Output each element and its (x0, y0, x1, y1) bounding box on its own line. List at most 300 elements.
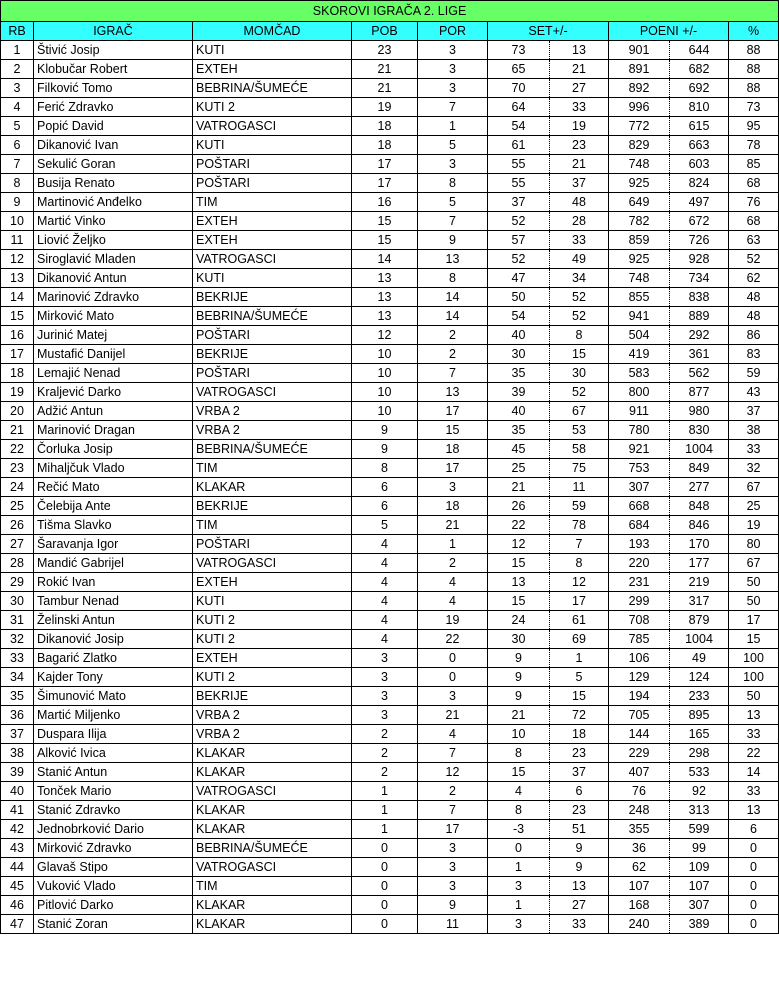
cell-team: KLAKAR (193, 915, 352, 934)
cell-wins: 3 (352, 649, 418, 668)
cell-team: KLAKAR (193, 801, 352, 820)
cell-points-won: 782 (609, 212, 670, 231)
cell-rb: 32 (1, 630, 34, 649)
cell-points-lost: 170 (670, 535, 729, 554)
cell-points-lost: 92 (670, 782, 729, 801)
cell-team: VRBA 2 (193, 706, 352, 725)
cell-rb: 17 (1, 345, 34, 364)
cell-sets-won: 40 (488, 402, 550, 421)
cell-percentage: 95 (729, 117, 779, 136)
cell-points-lost: 99 (670, 839, 729, 858)
cell-wins: 10 (352, 402, 418, 421)
cell-sets-lost: 23 (550, 801, 609, 820)
cell-player-name: Mustafić Danijel (34, 345, 193, 364)
cell-sets-lost: 49 (550, 250, 609, 269)
cell-points-won: 748 (609, 269, 670, 288)
cell-losses: 18 (418, 497, 488, 516)
cell-rb: 45 (1, 877, 34, 896)
cell-percentage: 38 (729, 421, 779, 440)
cell-percentage: 0 (729, 877, 779, 896)
cell-percentage: 86 (729, 326, 779, 345)
cell-wins: 3 (352, 668, 418, 687)
cell-rb: 29 (1, 573, 34, 592)
cell-wins: 15 (352, 231, 418, 250)
cell-team: KUTI (193, 269, 352, 288)
cell-points-won: 785 (609, 630, 670, 649)
cell-sets-won: 45 (488, 440, 550, 459)
cell-sets-won: 35 (488, 364, 550, 383)
cell-percentage: 59 (729, 364, 779, 383)
cell-losses: 0 (418, 649, 488, 668)
cell-sets-lost: 8 (550, 554, 609, 573)
cell-player-name: Jednobrković Dario (34, 820, 193, 839)
cell-percentage: 73 (729, 98, 779, 117)
cell-losses: 12 (418, 763, 488, 782)
cell-team: TIM (193, 877, 352, 896)
table-row (1, 307, 779, 326)
cell-sets-lost: 13 (550, 877, 609, 896)
cell-sets-lost: 61 (550, 611, 609, 630)
header-pob: POB (352, 22, 418, 41)
cell-losses: 17 (418, 402, 488, 421)
cell-sets-won: 8 (488, 744, 550, 763)
cell-sets-won: 73 (488, 41, 550, 60)
cell-team: BEKRIJE (193, 288, 352, 307)
cell-points-lost: 726 (670, 231, 729, 250)
cell-team: VATROGASCI (193, 383, 352, 402)
cell-player-name: Martić Miljenko (34, 706, 193, 725)
cell-team: VATROGASCI (193, 782, 352, 801)
table-title: SKOROVI IGRAČA 2. LIGE (1, 1, 779, 22)
cell-sets-won: 30 (488, 345, 550, 364)
cell-sets-won: 3 (488, 877, 550, 896)
cell-points-won: 144 (609, 725, 670, 744)
cell-points-won: 829 (609, 136, 670, 155)
cell-team: TIM (193, 193, 352, 212)
cell-sets-won: 26 (488, 497, 550, 516)
cell-sets-lost: 11 (550, 478, 609, 497)
cell-rb: 13 (1, 269, 34, 288)
cell-losses: 13 (418, 250, 488, 269)
cell-rb: 34 (1, 668, 34, 687)
cell-wins: 14 (352, 250, 418, 269)
cell-points-lost: 533 (670, 763, 729, 782)
cell-player-name: Kajder Tony (34, 668, 193, 687)
cell-rb: 37 (1, 725, 34, 744)
cell-percentage: 6 (729, 820, 779, 839)
cell-sets-lost: 7 (550, 535, 609, 554)
cell-percentage: 83 (729, 345, 779, 364)
cell-rb: 39 (1, 763, 34, 782)
cell-points-won: 668 (609, 497, 670, 516)
cell-rb: 40 (1, 782, 34, 801)
cell-points-lost: 307 (670, 896, 729, 915)
table-row (1, 725, 779, 744)
cell-sets-lost: 34 (550, 269, 609, 288)
cell-percentage: 68 (729, 174, 779, 193)
cell-player-name: Lemajić Nenad (34, 364, 193, 383)
cell-points-lost: 49 (670, 649, 729, 668)
cell-percentage: 67 (729, 554, 779, 573)
cell-rb: 8 (1, 174, 34, 193)
cell-wins: 4 (352, 573, 418, 592)
cell-sets-won: 21 (488, 706, 550, 725)
cell-rb: 6 (1, 136, 34, 155)
cell-wins: 23 (352, 41, 418, 60)
cell-points-won: 583 (609, 364, 670, 383)
header-pct: % (729, 22, 779, 41)
cell-player-name: Ferić Zdravko (34, 98, 193, 117)
cell-sets-won: 24 (488, 611, 550, 630)
cell-points-lost: 109 (670, 858, 729, 877)
cell-rb: 12 (1, 250, 34, 269)
cell-rb: 42 (1, 820, 34, 839)
cell-sets-won: 9 (488, 687, 550, 706)
cell-team: KLAKAR (193, 820, 352, 839)
cell-points-won: 892 (609, 79, 670, 98)
table-row (1, 649, 779, 668)
cell-points-lost: 895 (670, 706, 729, 725)
cell-sets-won: 40 (488, 326, 550, 345)
cell-wins: 3 (352, 706, 418, 725)
cell-sets-lost: 8 (550, 326, 609, 345)
cell-sets-won: 15 (488, 554, 550, 573)
cell-sets-lost: 28 (550, 212, 609, 231)
cell-rb: 19 (1, 383, 34, 402)
cell-rb: 27 (1, 535, 34, 554)
cell-player-name: Kraljević Darko (34, 383, 193, 402)
cell-losses: 2 (418, 554, 488, 573)
cell-points-lost: 734 (670, 269, 729, 288)
cell-losses: 14 (418, 288, 488, 307)
cell-losses: 9 (418, 231, 488, 250)
cell-points-won: 240 (609, 915, 670, 934)
cell-player-name: Čelebija Ante (34, 497, 193, 516)
cell-sets-won: 9 (488, 668, 550, 687)
cell-points-won: 106 (609, 649, 670, 668)
cell-points-won: 193 (609, 535, 670, 554)
cell-losses: 7 (418, 98, 488, 117)
cell-losses: 22 (418, 630, 488, 649)
cell-sets-won: 25 (488, 459, 550, 478)
cell-points-lost: 292 (670, 326, 729, 345)
cell-points-lost: 124 (670, 668, 729, 687)
cell-losses: 18 (418, 440, 488, 459)
header-igrac: IGRAČ (34, 22, 193, 41)
table-row (1, 630, 779, 649)
cell-points-lost: 317 (670, 592, 729, 611)
cell-rb: 41 (1, 801, 34, 820)
cell-losses: 1 (418, 117, 488, 136)
cell-wins: 2 (352, 725, 418, 744)
cell-points-lost: 107 (670, 877, 729, 896)
cell-points-won: 684 (609, 516, 670, 535)
cell-sets-lost: 52 (550, 383, 609, 402)
cell-rb: 25 (1, 497, 34, 516)
cell-points-lost: 361 (670, 345, 729, 364)
cell-percentage: 50 (729, 592, 779, 611)
cell-wins: 17 (352, 174, 418, 193)
cell-percentage: 48 (729, 307, 779, 326)
cell-points-won: 748 (609, 155, 670, 174)
cell-sets-lost: 78 (550, 516, 609, 535)
cell-losses: 15 (418, 421, 488, 440)
cell-rb: 28 (1, 554, 34, 573)
table-row (1, 820, 779, 839)
cell-player-name: Šaravanja Igor (34, 535, 193, 554)
cell-sets-lost: 15 (550, 345, 609, 364)
cell-points-lost: 615 (670, 117, 729, 136)
cell-team: KUTI 2 (193, 668, 352, 687)
table-row (1, 288, 779, 307)
cell-wins: 13 (352, 307, 418, 326)
cell-player-name: Tambur Nenad (34, 592, 193, 611)
header-momcad: MOMČAD (193, 22, 352, 41)
table-row (1, 763, 779, 782)
cell-points-lost: 810 (670, 98, 729, 117)
cell-losses: 21 (418, 706, 488, 725)
cell-team: POŠTARI (193, 326, 352, 345)
cell-sets-lost: 1 (550, 649, 609, 668)
cell-losses: 17 (418, 820, 488, 839)
cell-points-won: 107 (609, 877, 670, 896)
cell-points-won: 901 (609, 41, 670, 60)
cell-points-won: 925 (609, 174, 670, 193)
cell-losses: 7 (418, 364, 488, 383)
cell-points-won: 996 (609, 98, 670, 117)
cell-sets-won: 64 (488, 98, 550, 117)
cell-points-lost: 663 (670, 136, 729, 155)
cell-rb: 3 (1, 79, 34, 98)
cell-sets-won: 55 (488, 155, 550, 174)
cell-sets-lost: 18 (550, 725, 609, 744)
cell-losses: 0 (418, 668, 488, 687)
cell-losses: 3 (418, 155, 488, 174)
cell-team: KLAKAR (193, 896, 352, 915)
table-row (1, 402, 779, 421)
cell-wins: 4 (352, 554, 418, 573)
cell-rb: 4 (1, 98, 34, 117)
cell-points-lost: 849 (670, 459, 729, 478)
cell-wins: 17 (352, 155, 418, 174)
cell-sets-won: 22 (488, 516, 550, 535)
cell-wins: 5 (352, 516, 418, 535)
cell-rb: 20 (1, 402, 34, 421)
cell-points-won: 859 (609, 231, 670, 250)
cell-sets-won: 30 (488, 630, 550, 649)
cell-points-lost: 277 (670, 478, 729, 497)
cell-wins: 4 (352, 611, 418, 630)
cell-points-lost: 692 (670, 79, 729, 98)
cell-points-won: 504 (609, 326, 670, 345)
cell-points-lost: 682 (670, 60, 729, 79)
cell-team: BEKRIJE (193, 345, 352, 364)
cell-player-name: Rečić Mato (34, 478, 193, 497)
cell-points-won: 407 (609, 763, 670, 782)
cell-team: EXTEH (193, 649, 352, 668)
header-por: POR (418, 22, 488, 41)
cell-losses: 3 (418, 478, 488, 497)
cell-rb: 9 (1, 193, 34, 212)
cell-team: BEKRIJE (193, 497, 352, 516)
cell-losses: 13 (418, 383, 488, 402)
cell-losses: 3 (418, 877, 488, 896)
cell-sets-lost: 52 (550, 307, 609, 326)
cell-points-won: 911 (609, 402, 670, 421)
cell-rb: 30 (1, 592, 34, 611)
cell-wins: 6 (352, 478, 418, 497)
cell-percentage: 100 (729, 649, 779, 668)
cell-rb: 15 (1, 307, 34, 326)
cell-points-lost: 838 (670, 288, 729, 307)
cell-rb: 35 (1, 687, 34, 706)
header-rb: RB (1, 22, 34, 41)
cell-sets-won: 8 (488, 801, 550, 820)
cell-sets-lost: 13 (550, 41, 609, 60)
cell-player-name: Čorluka Josip (34, 440, 193, 459)
cell-wins: 1 (352, 820, 418, 839)
cell-sets-won: 54 (488, 117, 550, 136)
cell-points-lost: 1004 (670, 630, 729, 649)
cell-wins: 10 (352, 383, 418, 402)
cell-rb: 5 (1, 117, 34, 136)
cell-rb: 47 (1, 915, 34, 934)
cell-rb: 16 (1, 326, 34, 345)
cell-team: POŠTARI (193, 155, 352, 174)
cell-points-lost: 846 (670, 516, 729, 535)
cell-team: TIM (193, 459, 352, 478)
cell-sets-lost: 15 (550, 687, 609, 706)
cell-sets-lost: 19 (550, 117, 609, 136)
cell-player-name: Stanić Antun (34, 763, 193, 782)
cell-points-lost: 603 (670, 155, 729, 174)
table-row (1, 668, 779, 687)
table-row (1, 79, 779, 98)
cell-percentage: 88 (729, 41, 779, 60)
cell-percentage: 25 (729, 497, 779, 516)
cell-sets-won: 4 (488, 782, 550, 801)
cell-percentage: 85 (729, 155, 779, 174)
cell-wins: 21 (352, 79, 418, 98)
table-row (1, 858, 779, 877)
table-row (1, 345, 779, 364)
table-row (1, 364, 779, 383)
cell-sets-won: 55 (488, 174, 550, 193)
cell-sets-won: 35 (488, 421, 550, 440)
header-row (1, 22, 779, 41)
cell-wins: 15 (352, 212, 418, 231)
cell-player-name: Martić Vinko (34, 212, 193, 231)
cell-wins: 10 (352, 364, 418, 383)
cell-team: KUTI (193, 136, 352, 155)
cell-percentage: 22 (729, 744, 779, 763)
cell-rb: 31 (1, 611, 34, 630)
cell-player-name: Adžić Antun (34, 402, 193, 421)
cell-sets-won: 37 (488, 193, 550, 212)
table-row (1, 155, 779, 174)
cell-points-won: 62 (609, 858, 670, 877)
cell-player-name: Filković Tomo (34, 79, 193, 98)
cell-wins: 9 (352, 421, 418, 440)
cell-losses: 17 (418, 459, 488, 478)
cell-sets-won: -3 (488, 820, 550, 839)
cell-percentage: 63 (729, 231, 779, 250)
cell-sets-won: 54 (488, 307, 550, 326)
cell-losses: 5 (418, 136, 488, 155)
cell-sets-won: 52 (488, 212, 550, 231)
cell-points-lost: 644 (670, 41, 729, 60)
cell-rb: 21 (1, 421, 34, 440)
cell-points-lost: 389 (670, 915, 729, 934)
cell-player-name: Mandić Gabrijel (34, 554, 193, 573)
table-body (1, 41, 779, 934)
cell-losses: 7 (418, 212, 488, 231)
cell-player-name: Stanić Zoran (34, 915, 193, 934)
cell-percentage: 33 (729, 782, 779, 801)
table-row (1, 193, 779, 212)
cell-rb: 38 (1, 744, 34, 763)
cell-sets-lost: 33 (550, 231, 609, 250)
cell-team: POŠTARI (193, 535, 352, 554)
cell-team: VATROGASCI (193, 858, 352, 877)
table-row (1, 554, 779, 573)
cell-sets-won: 12 (488, 535, 550, 554)
cell-rb: 1 (1, 41, 34, 60)
cell-losses: 8 (418, 174, 488, 193)
cell-points-won: 229 (609, 744, 670, 763)
cell-sets-lost: 33 (550, 98, 609, 117)
cell-percentage: 68 (729, 212, 779, 231)
cell-points-lost: 298 (670, 744, 729, 763)
cell-player-name: Tonček Mario (34, 782, 193, 801)
cell-points-won: 194 (609, 687, 670, 706)
cell-points-lost: 824 (670, 174, 729, 193)
cell-sets-won: 39 (488, 383, 550, 402)
table-row (1, 136, 779, 155)
table-row (1, 478, 779, 497)
cell-percentage: 0 (729, 896, 779, 915)
cell-points-lost: 848 (670, 497, 729, 516)
cell-wins: 0 (352, 877, 418, 896)
cell-rb: 43 (1, 839, 34, 858)
cell-sets-lost: 69 (550, 630, 609, 649)
cell-sets-lost: 9 (550, 858, 609, 877)
cell-points-lost: 928 (670, 250, 729, 269)
cell-sets-lost: 23 (550, 136, 609, 155)
table-row (1, 877, 779, 896)
cell-player-name: Šimunović Mato (34, 687, 193, 706)
cell-wins: 1 (352, 782, 418, 801)
cell-wins: 0 (352, 896, 418, 915)
cell-sets-lost: 5 (550, 668, 609, 687)
cell-points-won: 129 (609, 668, 670, 687)
table-row (1, 687, 779, 706)
cell-points-lost: 889 (670, 307, 729, 326)
cell-wins: 4 (352, 630, 418, 649)
cell-percentage: 88 (729, 79, 779, 98)
cell-wins: 21 (352, 60, 418, 79)
cell-points-won: 76 (609, 782, 670, 801)
cell-percentage: 17 (729, 611, 779, 630)
cell-points-won: 168 (609, 896, 670, 915)
cell-percentage: 78 (729, 136, 779, 155)
cell-points-won: 705 (609, 706, 670, 725)
cell-player-name: Klobučar Robert (34, 60, 193, 79)
cell-player-name: Dikanović Ivan (34, 136, 193, 155)
cell-team: KUTI (193, 592, 352, 611)
cell-sets-won: 50 (488, 288, 550, 307)
cell-percentage: 0 (729, 839, 779, 858)
